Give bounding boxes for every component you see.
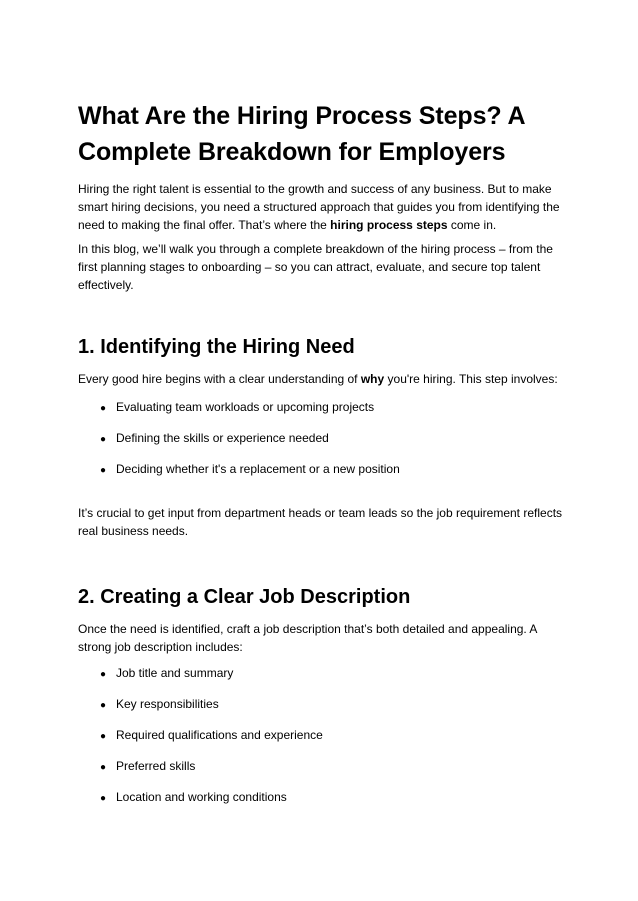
list-item bbox=[100, 430, 329, 448]
intro-paragraph-2: In this blog, we’ll walk you through a complete breakdown of the hiring process – from the first planning stages to onboarding – so you can attract, evaluate, and secure top talent effectively. bbox=[78, 242, 553, 292]
list-item-text: Job title and summary bbox=[116, 666, 234, 680]
list-item bbox=[100, 789, 287, 807]
bullet-icon: ● bbox=[100, 731, 107, 742]
list-item bbox=[100, 461, 400, 479]
list-item-text: Evaluating team workloads or upcoming projects bbox=[116, 400, 375, 414]
section-2-heading: 2. Creating a Clear Job Description bbox=[78, 586, 411, 608]
list-item-text: Required qualifications and experience bbox=[116, 728, 323, 742]
section-1-closing: It’s crucial to get input from department heads or team leads so the job requirement reflects real business needs. bbox=[78, 506, 563, 538]
list-item-text: Key responsibilities bbox=[116, 697, 219, 711]
bullet-icon: ● bbox=[100, 465, 107, 476]
section-1-lead-end: you're hiring. This step involves: bbox=[384, 372, 558, 386]
list-item bbox=[100, 665, 233, 683]
bullet-icon: ● bbox=[100, 403, 107, 414]
section-2-lead: Once the need is identified, craft a job description that’s both detailed and appealing. A strong job description includes: bbox=[78, 622, 537, 654]
page-title: What Are the Hiring Process Steps? A Complete Breakdown for Employers bbox=[78, 102, 525, 166]
intro-text-end: come in. bbox=[447, 218, 497, 232]
list-item-text: Location and working conditions bbox=[116, 790, 287, 804]
list-item-text: Preferred skills bbox=[116, 759, 196, 773]
list-item bbox=[100, 758, 195, 776]
bullet-icon: ● bbox=[100, 669, 107, 680]
list-item-text: Deciding whether it's a replacement or a new position bbox=[116, 462, 400, 476]
section-1-lead-start: Every good hire begins with a clear understanding of bbox=[78, 372, 361, 386]
list-item bbox=[100, 696, 219, 714]
list-item bbox=[100, 727, 323, 745]
list-item bbox=[100, 399, 374, 417]
bullet-icon: ● bbox=[100, 700, 107, 711]
list-item-text: Defining the skills or experience needed bbox=[116, 431, 329, 445]
section-1-heading: 1. Identifying the Hiring Need bbox=[78, 336, 355, 358]
intro-bold-phrase: hiring process steps bbox=[330, 218, 448, 232]
bullet-icon: ● bbox=[100, 434, 107, 445]
bullet-icon: ● bbox=[100, 762, 107, 773]
section-1-lead-bold: why bbox=[360, 372, 385, 386]
bullet-icon: ● bbox=[100, 793, 107, 804]
intro-text-start: Hiring the right talent is essential to the growth and success of any business. But to make smart hiring decisions, you need a structured approach that guides you from identifying the need to making the final offer. That’s where the bbox=[78, 182, 560, 232]
intro-paragraph-1 bbox=[78, 180, 568, 234]
section-1-lead bbox=[78, 370, 568, 388]
